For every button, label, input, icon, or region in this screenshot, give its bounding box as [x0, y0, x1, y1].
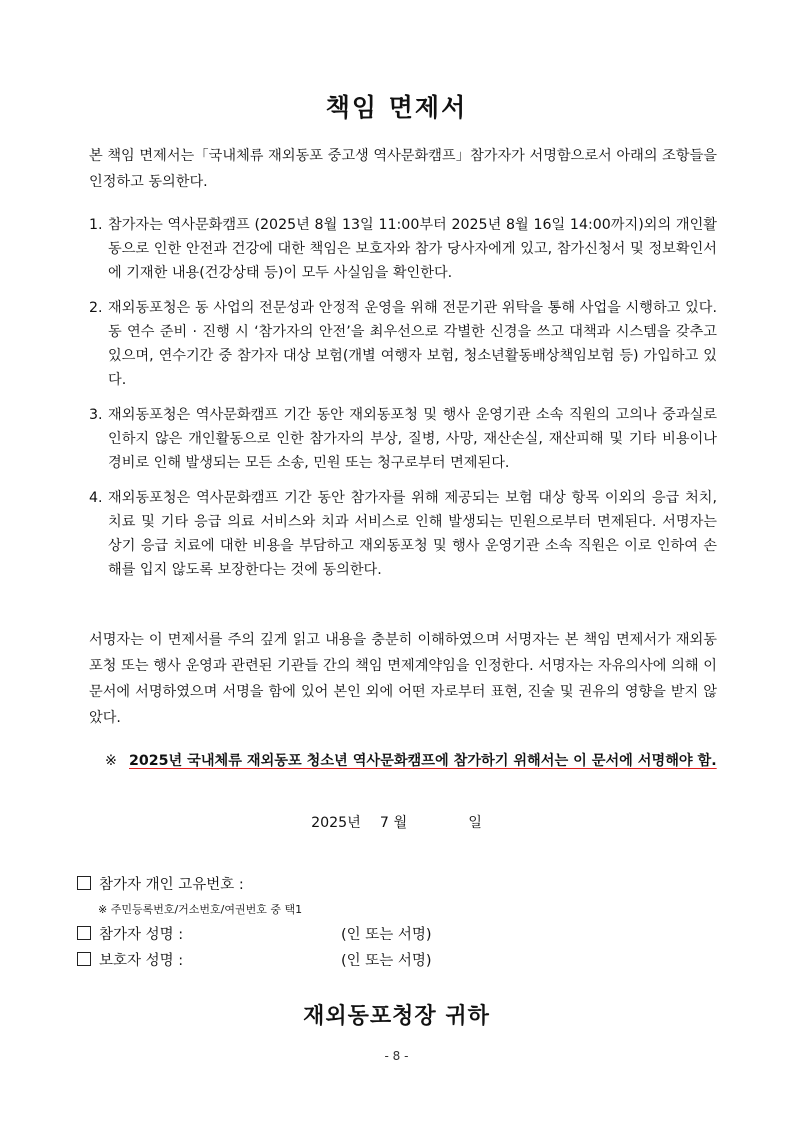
term-number: 3.	[89, 407, 103, 423]
signing-date	[0, 812, 793, 832]
date-day: 일	[468, 815, 482, 831]
guardian-name-label: 보호자 성명 :	[99, 953, 184, 969]
addressee: 재외동포청장 귀하	[303, 1003, 490, 1029]
term-number: 2.	[89, 300, 103, 316]
checkbox-icon	[77, 876, 91, 890]
reference-mark-icon: ※	[105, 753, 117, 769]
term-item-3	[89, 403, 717, 475]
guardian-name-field[interactable]	[77, 949, 432, 970]
terms-list	[89, 213, 717, 593]
term-text: 재외동포청은 역사문화캠프 기간 동안 참가자를 위해 제공되는 보험 대상 항목 이외의 응급 처치, 치료 및 기타 응급 의료 서비스와 치과 서비스로 인해 발생되는 민원으로부터 면제된다. 서명자는 상기 응급 치료에 대한 비용을 부담하고 재외동포청 및 행사 운영기관 소속 직원은 이로 인하여 손해를 입지 않도록 보장한다는 것에 동의한다.	[108, 490, 717, 578]
term-text: 참가자는 역사문화캠프 (2025년 8월 13일 11:00부터 2025년 8월 16일 14:00까지)외의 개인활동으로 인한 안전과 건강에 대한 책임은 보호자와 참가 당사자에게 있고, 참가신청서 및 정보확인서에 기재한 내용(건강상태 등)이 모두 사실임을 확인한다.	[108, 217, 717, 281]
term-item-1	[89, 213, 717, 285]
term-item-4	[89, 486, 717, 582]
participant-name-label: 참가자 성명 :	[99, 927, 184, 943]
term-text: 재외동포청은 역사문화캠프 기간 동안 재외동포청 및 행사 운영기관 소속 직원의 고의나 중과실로 인하지 않은 개인활동으로 인한 참가자의 부상, 질병, 사망, 재산손실, 재산피해 및 기타 비용이나 경비로 인해 발생되는 모든 소송, 민원 또는 청구로부터 면제된다.	[108, 407, 717, 471]
participant-signature-label: (인 또는 서명)	[341, 927, 432, 943]
document-title: 책임 면제서	[325, 93, 468, 122]
checkbox-icon	[77, 952, 91, 966]
term-number: 1.	[89, 217, 103, 233]
page-number: - 8 -	[384, 1049, 409, 1063]
notice-text: 2025년 국내체류 재외동포 청소년 역사문화캠프에 참가하기 위해서는 이 문서에 서명해야 함.	[129, 753, 717, 769]
participant-id-field[interactable]	[77, 873, 244, 894]
guardian-signature-label: (인 또는 서명)	[341, 953, 432, 969]
date-month: 7 월	[379, 815, 408, 831]
participant-id-label: 참가자 개인 고유번호 :	[99, 877, 244, 893]
date-year: 2025년	[311, 815, 361, 831]
signature-notice	[105, 748, 717, 775]
id-note: ※ 주민등록번호/거소번호/여권번호 중 택1	[98, 903, 303, 916]
closing-paragraph: 서명자는 이 면제서를 주의 깊게 읽고 내용을 충분히 이해하였으며 서명자는 본 책임 면제서가 재외동포청 또는 행사 운영과 관련된 기관들 간의 책임 면제계약임을 인정한다. 서명자는 자유의사에 의해 이 문서에 서명하였으며 서명을 함에 있어 본인 외에 어떤 자로부터 표현, 진술 및 권유의 영향을 받지 않았다.	[89, 632, 717, 726]
checkbox-icon	[77, 926, 91, 940]
term-item-2	[89, 296, 717, 392]
term-text: 재외동포청은 동 사업의 전문성과 안정적 운영을 위해 전문기관 위탁을 통해 사업을 시행하고 있다. 동 연수 준비 · 진행 시 ‘참가자의 안전’을 최우선으로 각별한 신경을 쓰고 대책과 시스템을 갖추고 있으며, 연수기간 중 참가자 대상 보험(개별 여행자 보험, 청소년활동배상책임보험 등) 가입하고 있다.	[108, 300, 717, 388]
term-number: 4.	[89, 490, 103, 506]
intro-paragraph: 본 책임 면제서는「국내체류 재외동포 중고생 역사문화캠프」참가자가 서명함으로서 아래의 조항들을 인정하고 동의한다.	[89, 148, 717, 190]
participant-name-field[interactable]	[77, 923, 432, 944]
